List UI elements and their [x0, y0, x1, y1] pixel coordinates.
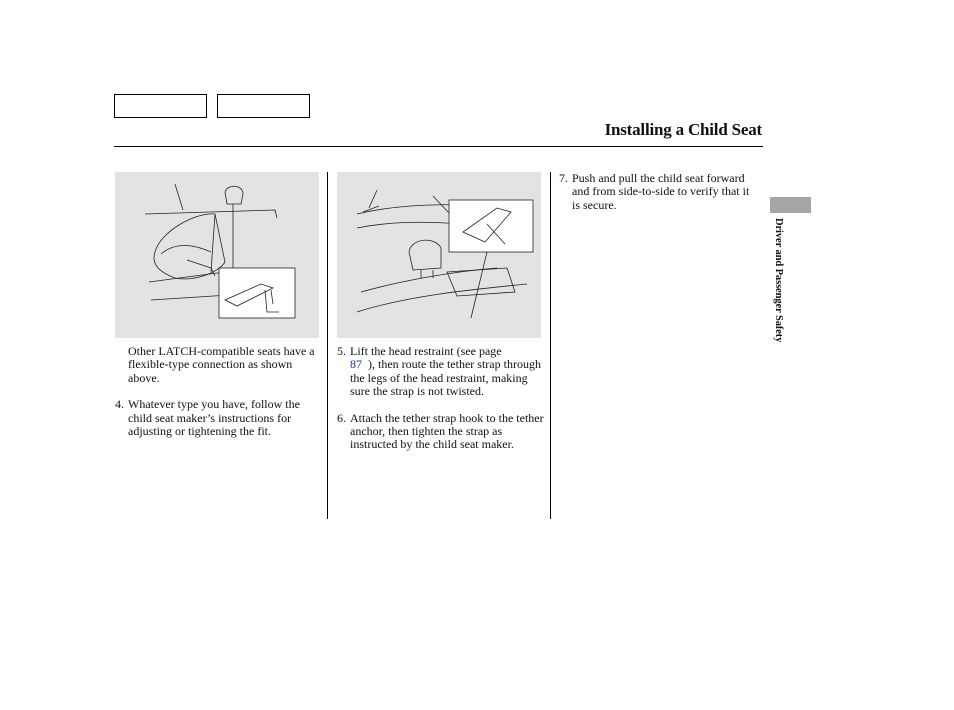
- step-number: 6.: [337, 410, 346, 425]
- column-divider: [550, 172, 551, 519]
- column-1-text: [115, 345, 323, 451]
- step-number: 4.: [115, 397, 124, 412]
- title-divider: [114, 146, 763, 147]
- step-number: 7.: [559, 171, 568, 185]
- step-text-start: Lift the head restraint (see page: [350, 344, 502, 358]
- step-6: [337, 412, 545, 452]
- latch-note: Other LATCH-compatible seats have a flexible-type connection as shown above.: [128, 344, 315, 385]
- tether-strap-illustration: [337, 172, 541, 338]
- section-label: Driver and Passenger Safety: [773, 218, 784, 343]
- step-5: [337, 345, 545, 399]
- step-4: [115, 398, 323, 438]
- page-reference-link[interactable]: 87: [350, 357, 362, 372]
- column-2-text: [337, 345, 545, 465]
- column-3-text: [559, 172, 755, 225]
- page-title: Installing a Child Seat: [604, 120, 762, 139]
- index-button[interactable]: [217, 94, 310, 118]
- step-text: Push and pull the child seat forward and from side-to-side to verify that it is secure.: [572, 171, 750, 212]
- step-text: [350, 345, 545, 399]
- step-text: Attach the tether strap hook to the tether anchor, then tighten the strap as instructed by the child seat maker.: [350, 410, 544, 452]
- step-text: Whatever type you have, follow the child seat maker’s instructions for adjusting or tightening the fit.: [128, 397, 300, 439]
- step-number: 5.: [337, 344, 346, 358]
- step-text-end: ), then route the tether strap through the legs of the head restraint, making sure the strap is not twisted.: [350, 357, 541, 399]
- latch-connection-illustration: [115, 172, 319, 338]
- main-menu-button[interactable]: [114, 94, 207, 118]
- column-divider: [327, 172, 328, 519]
- section-tab-marker[interactable]: [770, 197, 811, 213]
- step-7: [559, 172, 755, 212]
